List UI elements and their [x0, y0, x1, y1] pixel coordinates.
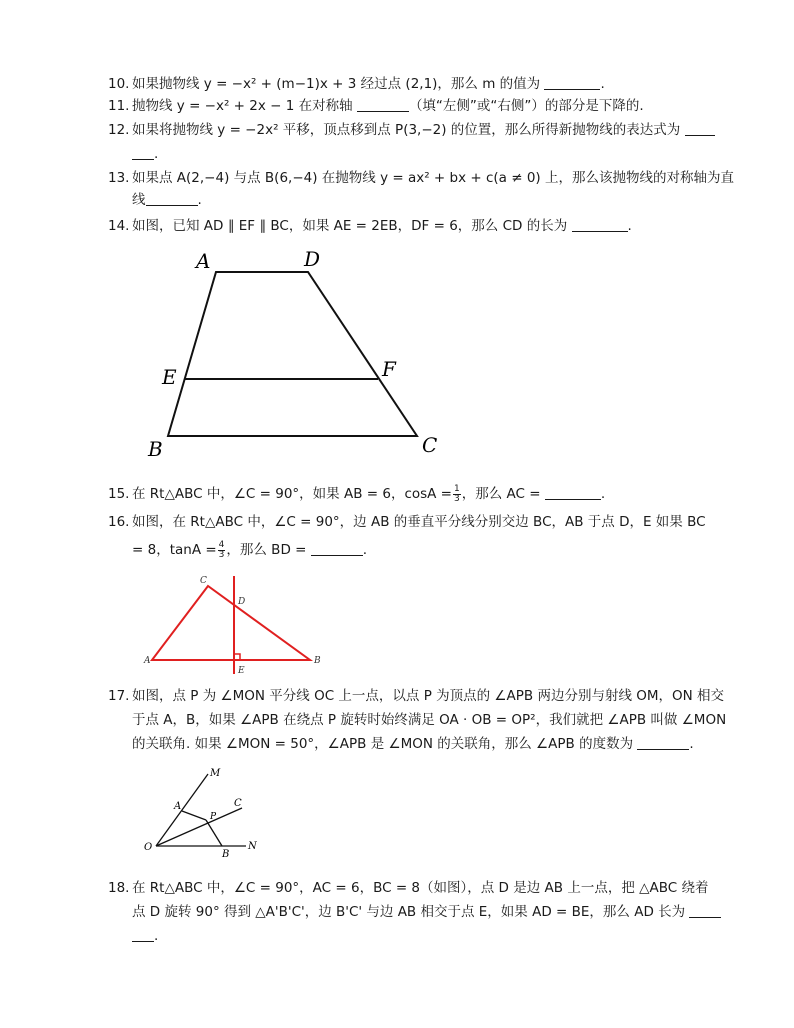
- answer-blank[interactable]: [637, 735, 689, 750]
- question-text-cont: 于点 A，B，如果 ∠APB 在绕点 P 旋转时始终满足 OA · OB = OP²，我们就把 ∠APB 叫做 ∠MON: [132, 712, 727, 728]
- question-number: 10.: [108, 76, 130, 92]
- question-number: 15.: [108, 486, 130, 502]
- fraction-cos: [453, 485, 461, 504]
- fraction-numerator: 4: [218, 539, 225, 550]
- question-17-line3: [132, 734, 694, 754]
- answer-blank[interactable]: [572, 217, 628, 232]
- period: .: [154, 146, 159, 162]
- question-17-line2: [132, 710, 726, 730]
- question-text: 如图，在 Rt△ABC 中，∠C = 90°，边 AB 的垂直平分线分别交边 BC，AB 于点 D，E 如果 BC: [132, 514, 706, 530]
- angle-figure: [140, 764, 280, 864]
- question-text: 在 Rt△ABC 中，∠C = 90°，如果 AB = 6，cosA =: [132, 486, 452, 502]
- fraction-numerator: 1: [454, 483, 460, 494]
- question-17: [108, 686, 724, 706]
- period: .: [362, 542, 368, 558]
- label-E: E: [162, 365, 177, 389]
- label-M: M: [210, 768, 221, 779]
- question-number: 18.: [108, 880, 130, 896]
- question-15: [108, 484, 605, 504]
- question-text: 如图，点 P 为 ∠MON 平分线 OC 上一点，以点 P 为顶点的 ∠APB 两边分别与射线 OM，ON 相交: [132, 688, 725, 704]
- label-C: C: [200, 576, 207, 586]
- question-number: 12.: [108, 122, 130, 138]
- question-10: [108, 74, 605, 94]
- question-text: 如图，已知 AD ∥ EF ∥ BC，如果 AE = 2EB，DF = 6，那么 CD 的长为: [132, 218, 568, 234]
- question-number: 16.: [108, 514, 130, 530]
- question-12-line2: [132, 144, 158, 164]
- answer-blank-cont[interactable]: [132, 145, 154, 160]
- period: .: [689, 736, 694, 752]
- answer-blank[interactable]: [689, 903, 721, 918]
- question-text-cont: 的关联角. 如果 ∠MON = 50°，∠APB 是 ∠MON 的关联角，那么 ∠APB 的度数为: [132, 736, 634, 752]
- label-O: O: [144, 842, 153, 853]
- question-text: 如果将抛物线 y = −2x² 平移，顶点移到点 P(3,−2) 的位置，那么所得新抛物线的表达式为: [132, 122, 681, 138]
- trapezoid-figure: [140, 240, 450, 470]
- question-12: [108, 120, 715, 140]
- question-text: 在 Rt△ABC 中，∠C = 90°，AC = 6，BC = 8（如图），点 D 是边 AB 上一点，把 △ABC 绕着: [132, 880, 709, 896]
- question-text-cont: ，那么 AC =: [461, 486, 541, 502]
- answer-blank[interactable]: [146, 191, 198, 206]
- ray-oc: [156, 808, 242, 846]
- answer-blank[interactable]: [311, 541, 363, 556]
- label-D: D: [238, 597, 246, 607]
- right-triangle-figure: [140, 570, 340, 680]
- label-E: E: [238, 666, 245, 676]
- fraction-denominator: 3: [218, 549, 225, 560]
- label-A: A: [196, 249, 211, 273]
- label-N: N: [248, 841, 257, 852]
- question-text-cont: = 8，tanA =: [132, 542, 217, 558]
- question-number: 17.: [108, 688, 130, 704]
- question-13-line2: [132, 190, 202, 210]
- label-C: C: [422, 433, 438, 457]
- question-14: [108, 216, 632, 236]
- period: .: [600, 76, 605, 92]
- question-number: 13.: [108, 170, 130, 186]
- question-text-cont: （填“左侧”或“右侧”）的部分是下降的.: [408, 98, 644, 114]
- question-text: 抛物线 y = −x² + 2x − 1 在对称轴: [132, 98, 353, 114]
- segment-ap: [182, 811, 206, 820]
- fraction-denominator: 3: [454, 493, 460, 504]
- question-number: 11.: [108, 98, 130, 114]
- period: .: [600, 486, 606, 502]
- label-C: C: [234, 798, 242, 809]
- label-B: B: [148, 437, 163, 461]
- question-number: 14.: [108, 218, 130, 234]
- period: .: [627, 218, 632, 234]
- question-text-cont: 线: [132, 192, 146, 208]
- question-text-cont: ，那么 BD =: [226, 542, 307, 558]
- question-text: 如果抛物线 y = −x² + (m−1)x + 3 经过点 (2,1)，那么 m 的值为: [132, 76, 541, 92]
- triangle-abc: [152, 586, 310, 660]
- fraction-tan: [218, 541, 226, 560]
- label-B: B: [222, 849, 230, 860]
- answer-blank[interactable]: [544, 75, 600, 90]
- question-text-cont: 点 D 旋转 90° 得到 △A'B'C'，边 B'C' 与边 AB 相交于点 E，如果 AD = BE，那么 AD 长为: [132, 904, 686, 920]
- period: .: [197, 192, 202, 208]
- label-P: P: [210, 812, 217, 822]
- label-D: D: [304, 247, 321, 271]
- question-text: 如果点 A(2,−4) 与点 B(6,−4) 在抛物线 y = ax² + bx + c(a ≠ 0) 上，那么该抛物线的对称轴为直: [132, 170, 734, 186]
- answer-blank[interactable]: [545, 485, 601, 500]
- label-B: B: [314, 656, 321, 666]
- question-18-line3: [132, 926, 158, 946]
- answer-blank[interactable]: [357, 97, 409, 112]
- question-13: [108, 168, 734, 188]
- question-16-line2: [132, 540, 367, 560]
- period: .: [154, 928, 159, 944]
- label-F: F: [382, 357, 396, 381]
- trapezoid-outline: [168, 272, 417, 436]
- label-A: A: [174, 801, 182, 812]
- answer-blank[interactable]: [685, 121, 715, 136]
- segment-pb: [206, 820, 222, 846]
- label-A: A: [144, 656, 151, 666]
- answer-blank-cont[interactable]: [132, 927, 154, 942]
- question-16: [108, 512, 706, 532]
- question-18-line2: [132, 902, 721, 922]
- question-11: [108, 96, 644, 116]
- question-18: [108, 878, 708, 898]
